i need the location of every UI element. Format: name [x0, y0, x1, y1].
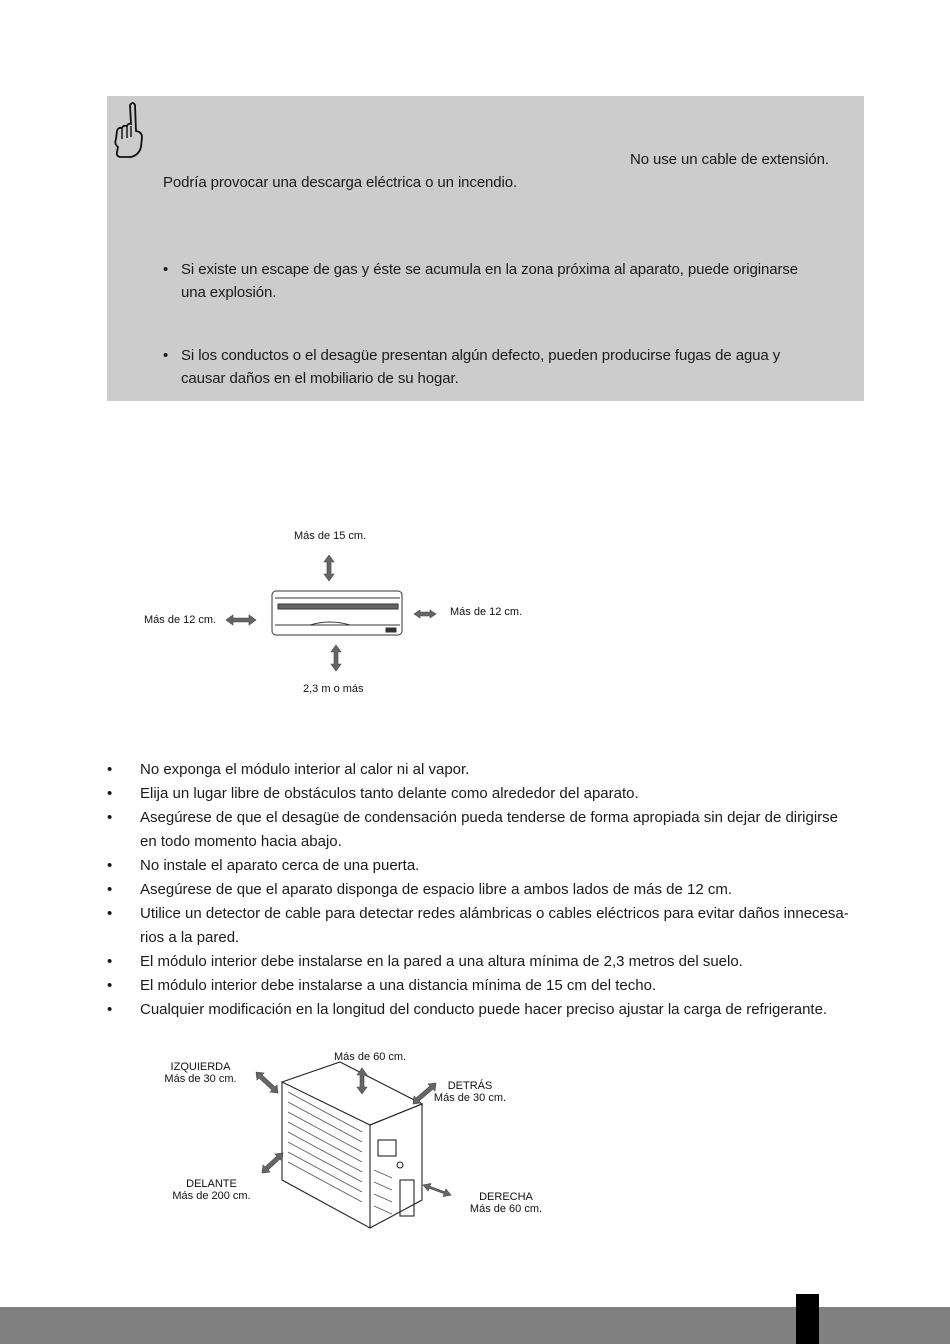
indoor-unit-diagram — [220, 555, 450, 680]
warning-bullet-gas — [163, 258, 798, 304]
list-item: • No exponga el módulo interior al calor ni al vapor. — [107, 761, 470, 778]
indoor-label-top: Más de 15 cm. — [294, 530, 367, 542]
outdoor-label-back: DETRÁS Más de 30 cm. — [433, 1080, 507, 1104]
outdoor-label-right: DERECHA Más de 60 cm. — [469, 1191, 543, 1215]
list-item: • El módulo interior debe instalarse en la pared a una altura mínima de 2,3 metros del suelo. — [107, 953, 743, 970]
outdoor-label-front: DELANTE Más de 200 cm. — [172, 1178, 251, 1202]
list-item: • Asegúrese de que el aparato disponga de espacio libre a ambos lados de más de 12 cm. — [107, 881, 733, 898]
outdoor-label-left: IZQUIERDA Más de 30 cm. — [164, 1061, 237, 1085]
page-marker-tab — [796, 1294, 819, 1344]
warning-extension-cable: No use un cable de extensión. — [630, 151, 829, 168]
outdoor-label-top: Más de 60 cm. — [334, 1051, 407, 1063]
indoor-label-right: Más de 12 cm. — [450, 606, 523, 618]
list-item: • Elija un lugar libre de obstáculos tanto delante como alrededor del aparato. — [107, 785, 639, 802]
list-item-continuation: rios a la pared. — [140, 929, 240, 946]
indoor-label-left: Más de 12 cm. — [144, 614, 217, 626]
list-item-continuation: en todo momento hacia abajo. — [140, 833, 342, 850]
list-item: • Utilice un detector de cable para detectar redes alámbricas o cables eléctricos para evitar daños innecesa- — [107, 905, 849, 922]
warning-bullet-drain — [163, 344, 780, 390]
bullet-line: una explosión. — [181, 284, 277, 301]
installation-requirements-list — [107, 758, 877, 1022]
pointing-hand-icon — [112, 101, 148, 159]
warning-shock-fire: Podría provocar una descarga eléctrica o un incendio. — [163, 174, 518, 191]
list-item: • Cualquier modificación en la longitud del conducto puede hacer preciso ajustar la carga de refrigerante. — [107, 1001, 828, 1018]
bullet-line: • Si los conductos o el desagüe presentan algún defecto, pueden producirse fugas de agua y — [181, 347, 781, 364]
list-item: • Asegúrese de que el desagüe de condensación pueda tenderse de forma apropiada sin dejar de dirigirse — [107, 809, 838, 826]
bullet-line: • Si existe un escape de gas y éste se acumula en la zona próxima al aparato, puede originarse — [181, 261, 799, 278]
list-item: • El módulo interior debe instalarse a una distancia mínima de 15 cm del techo. — [107, 977, 657, 994]
indoor-label-bottom: 2,3 m o más — [303, 683, 364, 695]
bullet-line: causar daños en el mobiliario de su hogar. — [181, 370, 459, 387]
outdoor-unit-diagram — [250, 1060, 465, 1235]
list-item: • No instale el aparato cerca de una puerta. — [107, 857, 420, 874]
